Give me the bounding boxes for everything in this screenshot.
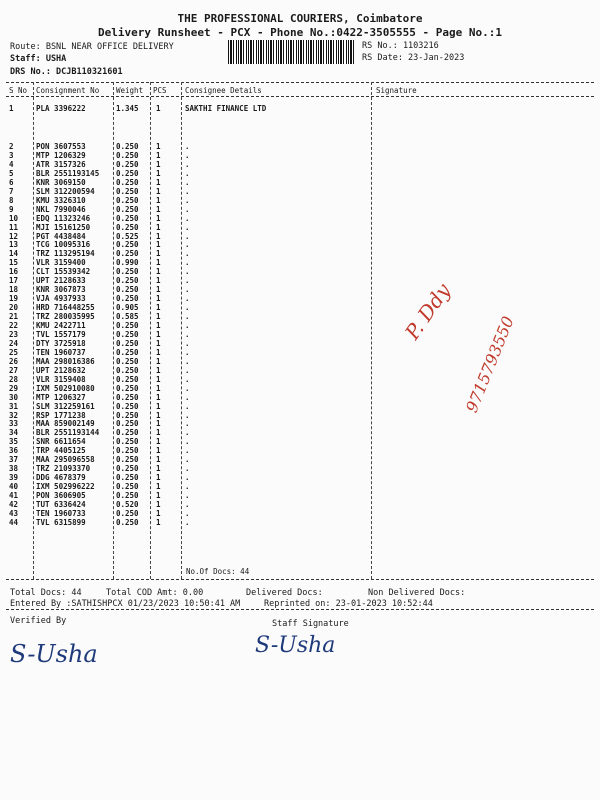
row-consignee: SAKTHI FINANCE LTD [185,104,267,113]
verified-by-label: Verified By [10,616,67,626]
row-pcs: 1 [156,240,161,250]
row-consignee: . [185,446,190,456]
row-sno: 35 [9,437,19,447]
footer-rule [6,609,594,610]
header-consignee: Consignee Details [185,86,262,95]
row-weight: 0.250 [116,150,139,160]
row-consignee: . [185,222,190,232]
row-sno: 39 [9,473,19,483]
row-pcs: 1 [156,500,161,509]
row-consignment: DTY 3725918 [36,338,86,348]
row-consignment: PLA 3396222 [36,104,86,113]
row-weight: 0.250 [116,392,139,402]
row-sno: 32 [9,410,19,420]
row-pcs: 1 [156,419,161,429]
total-docs: Total Docs: 44 [10,588,82,598]
row-consignment: KMU 3326310 [36,195,86,205]
row-consignee: . [185,159,190,169]
row-pcs: 1 [156,204,161,214]
row-sno: 18 [9,285,19,295]
row-consignee: . [185,347,190,357]
row-consignment: TRZ 21093370 [36,464,91,474]
row-consignee: . [185,419,190,429]
row-consignee: . [185,321,190,330]
row-consignee: . [185,150,190,160]
row-sno: 15 [9,258,19,268]
row-weight: 0.250 [116,338,139,348]
row-consignee: . [185,517,190,527]
row-sno: 10 [9,213,19,223]
row-weight: 0.905 [116,303,139,313]
row-consignment: VLR 3159400 [36,258,86,268]
row-consignment: UPT 2128633 [36,276,86,286]
rs-date: RS Date: 23-Jan-2023 [362,53,465,63]
row-weight: 0.250 [116,491,139,501]
rs-number: RS No.: 1103216 [362,41,439,51]
row-pcs: 1 [156,168,161,178]
row-consignment: KNR 3069150 [36,177,86,187]
row-pcs: 1 [156,383,161,393]
row-pcs: 1 [156,446,161,456]
row-consignment: DDG 4678379 [36,473,86,483]
row-consignment: ATR 3157326 [36,159,86,169]
row-sno: 12 [9,231,19,241]
column-divider [150,82,151,579]
row-consignment: TEN 1960737 [36,347,86,357]
row-consignee: . [185,500,190,509]
row-weight: 0.250 [116,482,139,492]
row-weight: 0.520 [116,500,139,509]
row-consignee: . [185,401,190,411]
row-weight: 0.250 [116,508,139,518]
route-label: Route: BSNL NEAR OFFICE DELIVERY [10,42,174,52]
row-consignee: . [185,240,190,250]
row-pcs: 1 [156,231,161,241]
column-divider [113,82,114,579]
row-consignment: PON 3607553 [36,142,86,151]
row-pcs: 1 [156,517,161,527]
row-consignment: TVL 6315899 [36,517,86,527]
row-weight: 0.250 [116,410,139,420]
row-consignment: UPT 2128632 [36,365,86,375]
row-sno: 37 [9,455,19,465]
row-consignee: . [185,482,190,492]
row-sno: 4 [9,159,14,169]
row-consignee: . [185,186,190,196]
row-pcs: 1 [156,177,161,187]
row-sno: 21 [9,312,19,322]
row-consignment: MAA 295096558 [36,455,95,465]
row-weight: 0.250 [116,517,139,527]
no-of-docs: No.Of Docs: 44 [186,567,250,576]
row-sno: 29 [9,383,19,393]
column-divider [181,82,182,579]
row-consignee: . [185,285,190,295]
row-weight: 0.250 [116,195,139,205]
row-consignee: . [185,231,190,241]
receiver-signature: P. Ddy [400,278,456,344]
header-consignment: Consignment No [36,86,100,95]
row-consignment: VJA 4937933 [36,294,86,304]
row-weight: 0.250 [116,276,139,286]
row-pcs: 1 [156,508,161,518]
row-consignee: . [185,195,190,205]
row-consignment: SLM 312200594 [36,186,95,196]
row-weight: 0.250 [116,204,139,214]
row-sno: 19 [9,294,19,304]
row-weight: 0.525 [116,231,139,241]
row-pcs: 1 [156,329,161,339]
row-pcs: 1 [156,312,161,322]
runsheet-subtitle: Delivery Runsheet - PCX - Phone No.:0422-3505555 - Page No.:1 [98,26,502,39]
row-consignee: . [185,249,190,259]
row-sno: 24 [9,338,19,348]
row-consignee: . [185,204,190,214]
row-consignee: . [185,276,190,286]
row-sno: 27 [9,365,19,375]
row-pcs: 1 [156,267,161,277]
row-weight: 0.250 [116,347,139,357]
row-weight: 0.250 [116,267,139,277]
row-consignee: . [185,142,190,151]
row-sno: 2 [9,142,14,151]
row-pcs: 1 [156,222,161,232]
row-pcs: 1 [156,347,161,357]
barcode [228,40,354,64]
row-sno: 20 [9,303,19,313]
row-sno: 41 [9,491,19,501]
row-weight: 0.250 [116,356,139,366]
row-weight: 0.250 [116,142,139,151]
row-consignee: . [185,338,190,348]
row-pcs: 1 [156,401,161,411]
row-weight: 0.250 [116,240,139,250]
row-consignee: . [185,267,190,277]
row-weight: 0.250 [116,329,139,339]
row-sno: 42 [9,500,19,509]
row-weight: 0.250 [116,464,139,474]
row-sno: 22 [9,321,19,330]
staff-signature: S-Usha [255,633,336,658]
row-sno: 33 [9,419,19,429]
row-consignment: PON 3606905 [36,491,86,501]
row-weight: 0.250 [116,473,139,483]
row-consignment: IXM 502996222 [36,482,95,492]
row-consignment: PGT 4438484 [36,231,86,241]
column-divider [33,82,34,579]
company-title: THE PROFESSIONAL COURIERS, Coimbatore [177,12,423,25]
row-pcs: 1 [156,186,161,196]
header-pcs: PCS [153,86,167,95]
row-weight: 0.250 [116,186,139,196]
row-consignment: BLR 2551193145 [36,168,100,178]
row-consignment: VLR 3159408 [36,374,86,384]
row-weight: 0.250 [116,428,139,438]
row-consignee: . [185,491,190,501]
row-pcs: 1 [156,428,161,438]
row-sno: 30 [9,392,19,402]
row-consignment: MAA 298016386 [36,356,95,366]
row-consignment: TVL 1557179 [36,329,86,339]
row-consignment: KMU 2422711 [36,321,86,330]
row-consignment: TUT 6336424 [36,500,86,509]
row-consignment: RSP 1771238 [36,410,86,420]
row-pcs: 1 [156,464,161,474]
row-weight: 0.250 [116,446,139,456]
row-consignment: BLR 2551193144 [36,428,100,438]
row-sno: 9 [9,204,14,214]
row-pcs: 1 [156,321,161,330]
row-consignment: SNR 6611654 [36,437,86,447]
row-pcs: 1 [156,455,161,465]
row-weight: 0.250 [116,401,139,411]
row-sno: 43 [9,508,19,518]
row-pcs: 1 [156,303,161,313]
staff-label: Staff: USHA [10,54,67,64]
row-weight: 0.250 [116,455,139,465]
row-pcs: 1 [156,150,161,160]
verified-signature: S-Usha [10,640,98,668]
row-sno: 3 [9,150,14,160]
row-consignment: MAA 859002149 [36,419,95,429]
row-consignment: KNR 3067873 [36,285,86,295]
row-consignee: . [185,294,190,304]
row-sno: 38 [9,464,19,474]
row-sno: 44 [9,517,19,527]
row-consignee: . [185,365,190,375]
row-weight: 0.250 [116,294,139,304]
row-pcs: 1 [156,213,161,223]
row-consignment: TRZ 113295194 [36,249,95,259]
row-pcs: 1 [156,285,161,295]
row-weight: 0.585 [116,312,139,322]
row-pcs: 1 [156,338,161,348]
row-sno: 36 [9,446,19,456]
row-pcs: 1 [156,276,161,286]
total-cod-amount: Total COD Amt: 0.00 [106,588,204,598]
row-sno: 11 [9,222,19,232]
row-pcs: 1 [156,410,161,420]
delivered-docs: Delivered Docs: [246,588,323,598]
row-weight: 0.250 [116,365,139,375]
row-pcs: 1 [156,392,161,402]
row-consignee: . [185,508,190,518]
row-pcs: 1 [156,356,161,366]
row-pcs: 1 [156,142,161,151]
header-sno: S No [9,86,28,95]
row-sno: 26 [9,356,19,366]
row-consignee: . [185,312,190,322]
row-weight: 0.250 [116,374,139,384]
row-consignee: . [185,213,190,223]
row-consignee: . [185,473,190,483]
row-consignee: . [185,374,190,384]
row-weight: 0.250 [116,437,139,447]
row-weight: 0.250 [116,168,139,178]
row-pcs: 1 [156,374,161,384]
table-top-rule [6,82,594,83]
row-pcs: 1 [156,159,161,169]
row-consignee: . [185,392,190,402]
row-consignee: . [185,410,190,420]
row-consignee: . [185,177,190,187]
row-consignee: . [185,383,190,393]
receiver-phone: 9715793550 [462,313,518,416]
row-consignment: IXM 502910080 [36,383,95,393]
row-consignee: . [185,428,190,438]
row-sno: 14 [9,249,19,259]
drs-number: DRS No.: DCJB110321601 [10,67,123,77]
row-pcs: 1 [156,249,161,259]
header-weight: Weight [116,86,144,95]
row-sno: 5 [9,168,14,178]
row-weight: 0.250 [116,249,139,259]
row-weight: 1.345 [116,104,139,113]
row-pcs: 1 [156,195,161,205]
row-weight: 0.250 [116,177,139,187]
row-sno: 6 [9,177,14,187]
row-sno: 23 [9,329,19,339]
row-pcs: 1 [156,365,161,375]
table-bottom-rule [6,579,594,580]
row-consignee: . [185,329,190,339]
row-pcs: 1 [156,294,161,304]
staff-signature-label: Staff Signature [272,619,349,629]
row-pcs: 1 [156,473,161,483]
column-divider [371,82,372,579]
non-delivered-docs: Non Delivered Docs: [368,588,466,598]
row-consignment: TRP 4405125 [36,446,86,456]
row-weight: 0.250 [116,222,139,232]
row-sno: 1 [9,104,14,113]
table-header-rule [6,96,594,97]
row-weight: 0.250 [116,321,139,330]
entered-by: Entered By :SATHISHPCX 01/23/2023 10:50:41 AM [10,599,241,609]
row-weight: 0.250 [116,383,139,393]
row-consignment: EDQ 11323246 [36,213,91,223]
row-consignee: . [185,258,190,268]
row-consignment: MJI 15161250 [36,222,91,232]
row-consignment: TCG 10095316 [36,240,91,250]
row-sno: 17 [9,276,19,286]
row-sno: 8 [9,195,14,205]
row-weight: 0.250 [116,285,139,295]
row-consignee: . [185,303,190,313]
row-consignment: MTP 1206329 [36,150,86,160]
row-weight: 0.250 [116,419,139,429]
row-consignee: . [185,464,190,474]
row-pcs: 1 [156,482,161,492]
row-consignee: . [185,455,190,465]
row-consignee: . [185,437,190,447]
row-pcs: 1 [156,104,161,113]
row-sno: 16 [9,267,19,277]
row-sno: 25 [9,347,19,357]
row-pcs: 1 [156,437,161,447]
row-consignment: NKL 7990046 [36,204,86,214]
row-consignment: SLM 312259161 [36,401,95,411]
row-pcs: 1 [156,258,161,268]
row-sno: 40 [9,482,19,492]
row-consignee: . [185,356,190,366]
row-consignee: . [185,168,190,178]
row-sno: 34 [9,428,19,438]
row-consignment: TEN 1960733 [36,508,86,518]
row-sno: 31 [9,401,19,411]
row-consignment: HRD 716448255 [36,303,95,313]
row-consignment: TRZ 280035995 [36,312,95,322]
row-sno: 7 [9,186,14,196]
row-sno: 28 [9,374,19,384]
row-weight: 0.250 [116,159,139,169]
row-weight: 0.250 [116,213,139,223]
header-signature: Signature [376,86,417,95]
row-pcs: 1 [156,491,161,501]
row-weight: 0.990 [116,258,139,268]
row-sno: 13 [9,240,19,250]
row-consignment: CLT 15539342 [36,267,91,277]
row-consignment: MTP 1206327 [36,392,86,402]
reprinted-on: Reprinted on: 23-01-2023 10:52:44 [264,599,433,609]
